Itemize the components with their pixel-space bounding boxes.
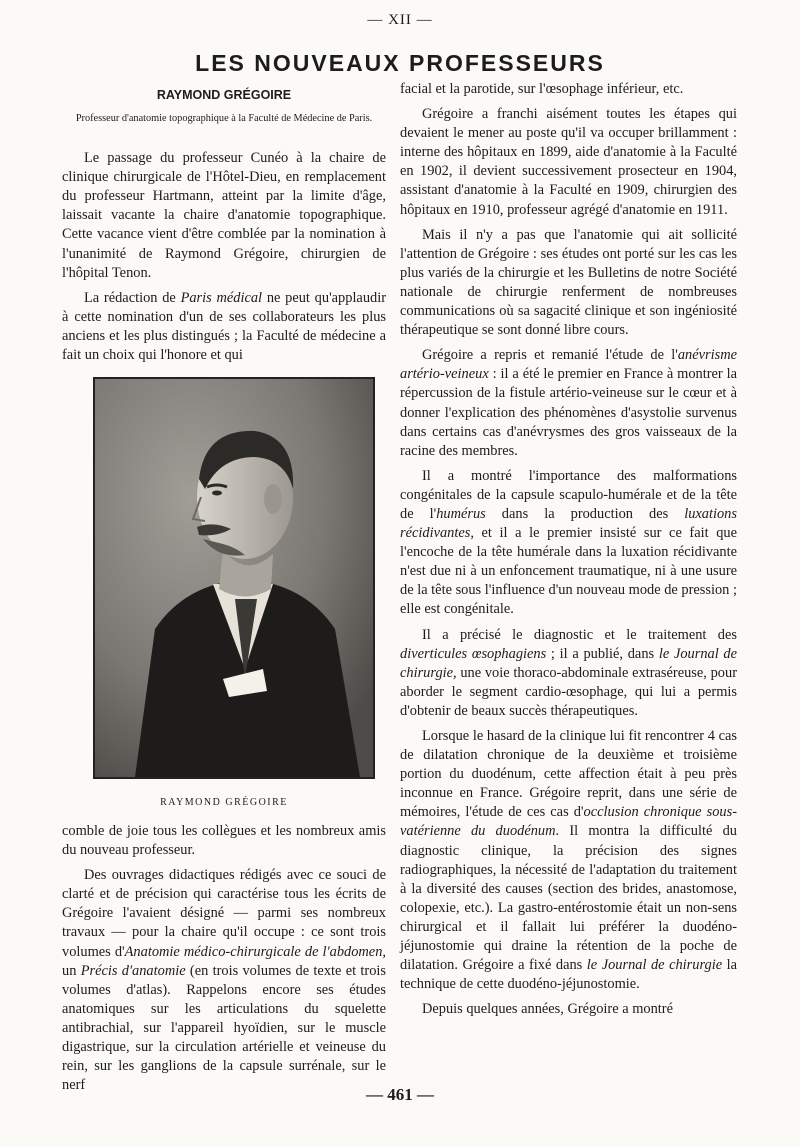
paragraph-right-7: Depuis quelques années, Grégoire a montré — [422, 1001, 673, 1018]
left-column — [62, 82, 386, 371]
page-roman-numeral: — XII — — [367, 12, 433, 28]
photo-caption: RAYMOND GRÉGOIRE — [160, 797, 288, 808]
paragraph-left-2: La rédaction de Paris médical ne peut qu'applaudir à cette nomination d'un de ses collaborateurs les plus anciens et les plus distingués ; la Faculté de médecine a fait un choix qui l'honore et qui — [62, 289, 387, 364]
portrait-photo — [93, 377, 375, 779]
left-column-bottom — [62, 822, 386, 1101]
paragraph-right-1: Grégoire a franchi aisément toutes les étapes qui devaient le mener au poste qu'il va occuper brillamment : interne des hôpitaux en 1899, aide d'anatomie à la Faculté en 1902, il devient successivement prosecteur en 1904, assistant d'anatomie à la Faculté en 1909, chirurgien des hôpitaux en 1910, professeur agrégé d'anatomie en 1911. — [400, 106, 737, 218]
author-name: RAYMOND GRÉGOIRE — [156, 88, 292, 102]
right-column — [400, 80, 737, 1025]
page-number: — 461 — — [366, 1085, 434, 1104]
paragraph-right-4: Il a montré l'importance des malformations congénitales de la capsule scapulo-humérale et de la tête de l'humérus dans la production des luxations récidivantes, et il a le premier insisté sur ce fait que l'encoche de la tête humérale dans la luxation récidivante n'est due ni à un enfoncement traumatique, ni à une usure de la tête sous l'influence d'un nouveau mode de pression ; elle est congénitale. — [400, 467, 737, 618]
paragraph-right-5: Il a précisé le diagnostic et le traitement des diverticules œsophagiens ; il a publié, dans le Journal de chirurgie, une voie thoraco-abdominale extraséreuse, pour aborder le segment cardio-œsophage, qui lui a permis d'obtenir de beaux succès thérapeutiques. — [400, 626, 738, 719]
paragraph-left-4: Des ouvrages didactiques rédigés avec ce souci de clarté et de précision qui caractérise tous les écrits de Grégoire l'avaient désigné — parmi ses nombreux travaux — pour la chaire qu'il occupe : ce sont trois volumes d'Anatomie médico-chirurgicale de l'abdomen, un Précis d'anatomie (en trois volumes de texte et trois volumes d'atlas). Rappelons encore ses études anatomiques sur les articulations du squelette antibrachial, sur l'appareil hyoïdien, sur le muscle digastrique, sur la circulation artérielle et veineuse du rein, sur les ganglions de la capsule surrénale, sur le nerf — [62, 867, 387, 1094]
paragraph-right-6: Lorsque le hasard de la clinique lui fit rencontrer 4 cas de dilatation chronique de la deuxième et troisième portion du duodénum, cette affection était à peu près inconnue en France. Grégoire reprit, dans une série de mémoires, l'étude de ces cas d'occlusion chronique sous-vatérienne du duodénum. Il montra la difficulté du diagnostic clinique, la précision des signes radiographiques, la nécessité de l'adaptation du traitement à la diversité des causes (section des brides, anastomose, colopexie, etc.). La gastro-entérostomie était un non-sens chirurgical et il fallait lui préférer la duodéno-jéjunostomie qui draine la rétention de la poche de dilatation. Grégoire a fixé dans le Journal de chirurgie la technique de cette duodéno-jéjunostomie. — [400, 728, 738, 993]
author-affiliation: Professeur d'anatomie topographique à la Faculté de Médecine de Paris. — [75, 113, 373, 125]
paragraph-left-3: comble de joie tous les collègues et les nombreux amis du nouveau professeur. — [62, 823, 386, 859]
paragraph-right-2: Mais il n'y a pas que l'anatomie qui ait sollicité l'attention de Grégoire : ses études ont porté sur les cas les plus variés de la chirurgie et les Bulletins de notre Société nationale de chirurgie renferment de nombreuses communications où sa sagacité clinique et son ingéniosité thérapeutique se sont donné libre cours. — [400, 226, 737, 339]
paragraph-right-3: Grégoire a repris et remanié l'étude de l'anévrisme artério-veineux : il a été le premier en France à montrer la répercussion de la fistule artério-veineuse sur le cœur et à donner l'explication des phénomènes d'asystolie survenus dans certains cas d'anévrysmes des gros vaisseaux de la racine des membres. — [400, 347, 737, 459]
page-title: LES NOUVEAUX PROFESSEURS — [195, 50, 605, 76]
paragraph-left-1: Le passage du professeur Cunéo à la chaire de clinique chirurgicale de l'Hôtel-Dieu, en remplacement du professeur Hartmann, atteint par la limite d'âge, laissait vacante la chaire d'anatomie topographique. Cette vacance vient d'être comblée par la nomination à l'unanimité de Raymond Grégoire, chirurgien de l'hôpital Tenon. — [62, 150, 386, 281]
portrait-illustration — [95, 379, 373, 777]
paragraph-right-0: facial et la parotide, sur l'œsophage inférieur, etc. — [400, 81, 684, 97]
